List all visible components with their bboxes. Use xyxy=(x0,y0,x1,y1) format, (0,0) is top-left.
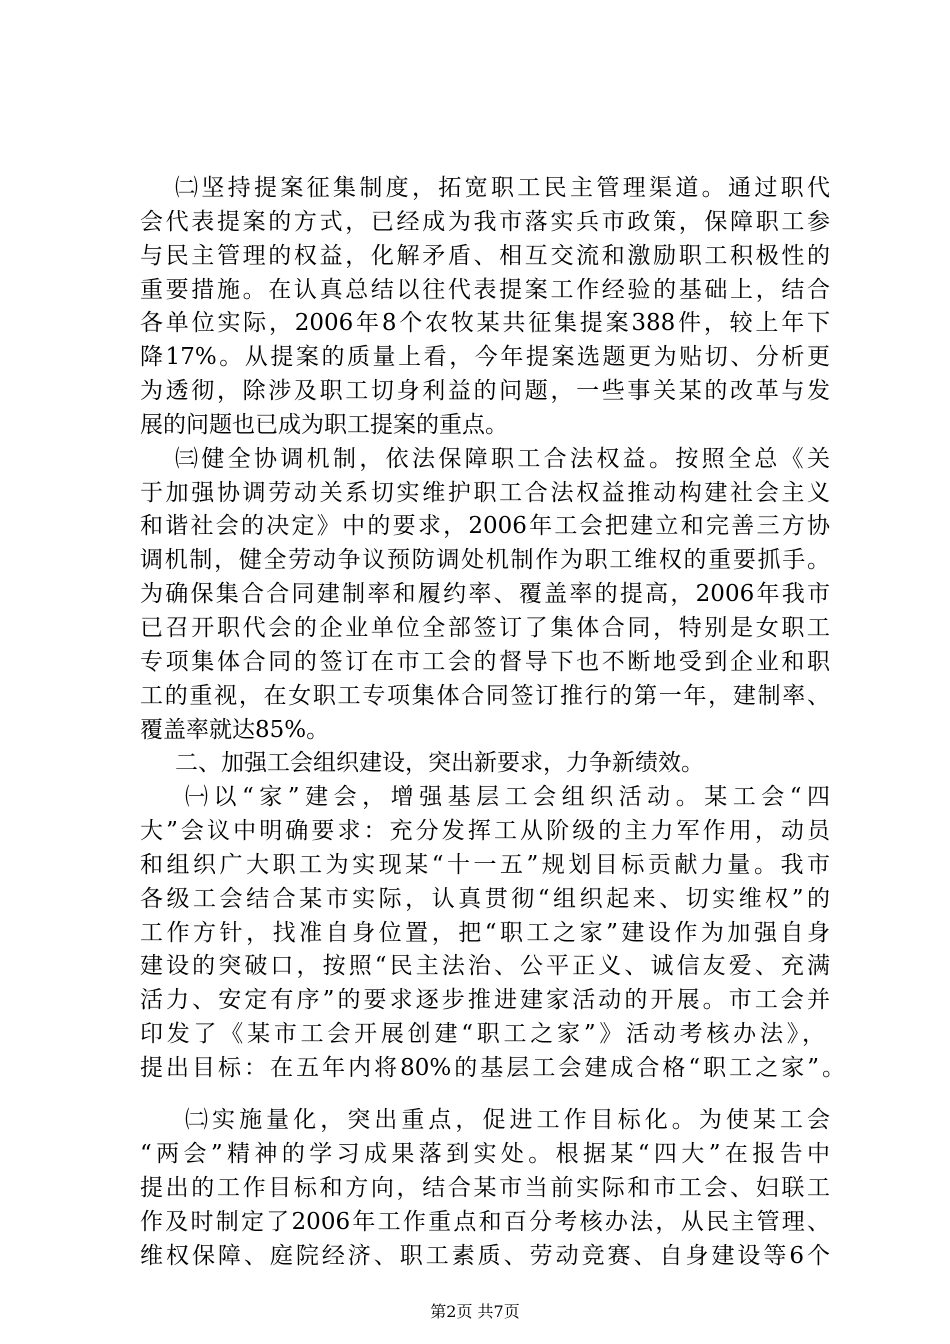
text-line: 和组织广大职工为实现某“十一五”规划目标贡献力量。我市 xyxy=(140,852,830,878)
page-footer: 第2页 共7页 xyxy=(430,1302,520,1321)
text-line: 维权保障、庭院经济、职工素质、劳动竞赛、自身建设等6个 xyxy=(140,1243,830,1269)
text-line: ㈡实施量化，突出重点，促进工作目标化。为使某工会 xyxy=(185,1107,830,1133)
text-line: 工作方针，找准自身位置，把“职工之家”建设作为加强自身 xyxy=(140,920,830,946)
text-line: 各级工会结合某市实际，认真贯彻“组织起来、切实维权”的 xyxy=(140,886,830,912)
text-line: 印发了《某市工会开展创建“职工之家”》活动考核办法》， xyxy=(140,1021,825,1047)
text-line: 活力、安定有序”的要求逐步推进建家活动的开展。市工会并 xyxy=(140,987,830,1013)
text-line: 专项集体合同的签订在市工会的督导下也不断地受到企业和职 xyxy=(140,649,830,675)
text-line: ㈡坚持提案征集制度，拓宽职工民主管理渠道。通过职代 xyxy=(175,175,830,201)
text-line: ㈢健全协调机制，依法保障职工合法权益。按照全总《关 xyxy=(175,446,830,472)
text-line: 为透彻，除涉及职工切身利益的问题，一些事关某的改革与发 xyxy=(140,378,830,404)
text-line: ㈠以“家”建会，增强基层工会组织活动。某工会“四 xyxy=(185,784,830,810)
text-line: 重要措施。在认真总结以往代表提案工作经验的基础上，结合 xyxy=(140,277,830,303)
text-line: 作及时制定了2006年工作重点和百分考核办法，从民主管理、 xyxy=(140,1209,830,1235)
text-line: 工的重视，在女职工专项集体合同签订推行的第一年，建制率、 xyxy=(140,683,830,709)
text-line: 为确保集合合同建制率和履约率、覆盖率的提高，2006年我市 xyxy=(140,581,830,607)
text-line: 于加强协调劳动关系切实维护职工合法权益推动构建社会主义 xyxy=(140,480,830,506)
text-line: 会代表提案的方式，已经成为我市落实兵市政策，保障职工参 xyxy=(140,209,830,235)
text-line: 降17%。从提案的质量上看，今年提案选题更为贴切、分析更 xyxy=(140,344,830,370)
text-line: 已召开职代会的企业单位全部签订了集体合同，特别是女职工 xyxy=(140,615,830,641)
text-line: 建设的突破口，按照“民主法治、公平正义、诚信友爱、充满 xyxy=(140,953,830,979)
text-line: “两会”精神的学习成果落到实处。根据某“四大”在报告中 xyxy=(140,1141,830,1167)
text-line: 各单位实际，2006年8个农牧某共征集提案388件，较上年下 xyxy=(140,310,830,336)
text-line: 与民主管理的权益，化解矛盾、相互交流和激励职工积极性的 xyxy=(140,243,830,269)
text-line: 提出的工作目标和方向，结合某市当前实际和市工会、妇联工 xyxy=(140,1175,830,1201)
text-line: 覆盖率就达85%。 xyxy=(140,717,330,743)
text-line: 展的问题也已成为职工提案的重点。 xyxy=(140,412,508,438)
text-line: 调机制，健全劳动争议预防调处机制作为职工维权的重要抓手。 xyxy=(140,547,830,573)
section-heading: 二、加强工会组织建设，突出新要求，力争新绩效。 xyxy=(175,750,704,776)
text-line: 提出目标：在五年内将80%的基层工会建成合格“职工之家”。 xyxy=(140,1055,845,1081)
text-line: 和谐社会的决定》中的要求，2006年工会把建立和完善三方协 xyxy=(140,513,830,539)
text-line: 大”会议中明确要求：充分发挥工从阶级的主力军作用，动员 xyxy=(140,818,830,844)
